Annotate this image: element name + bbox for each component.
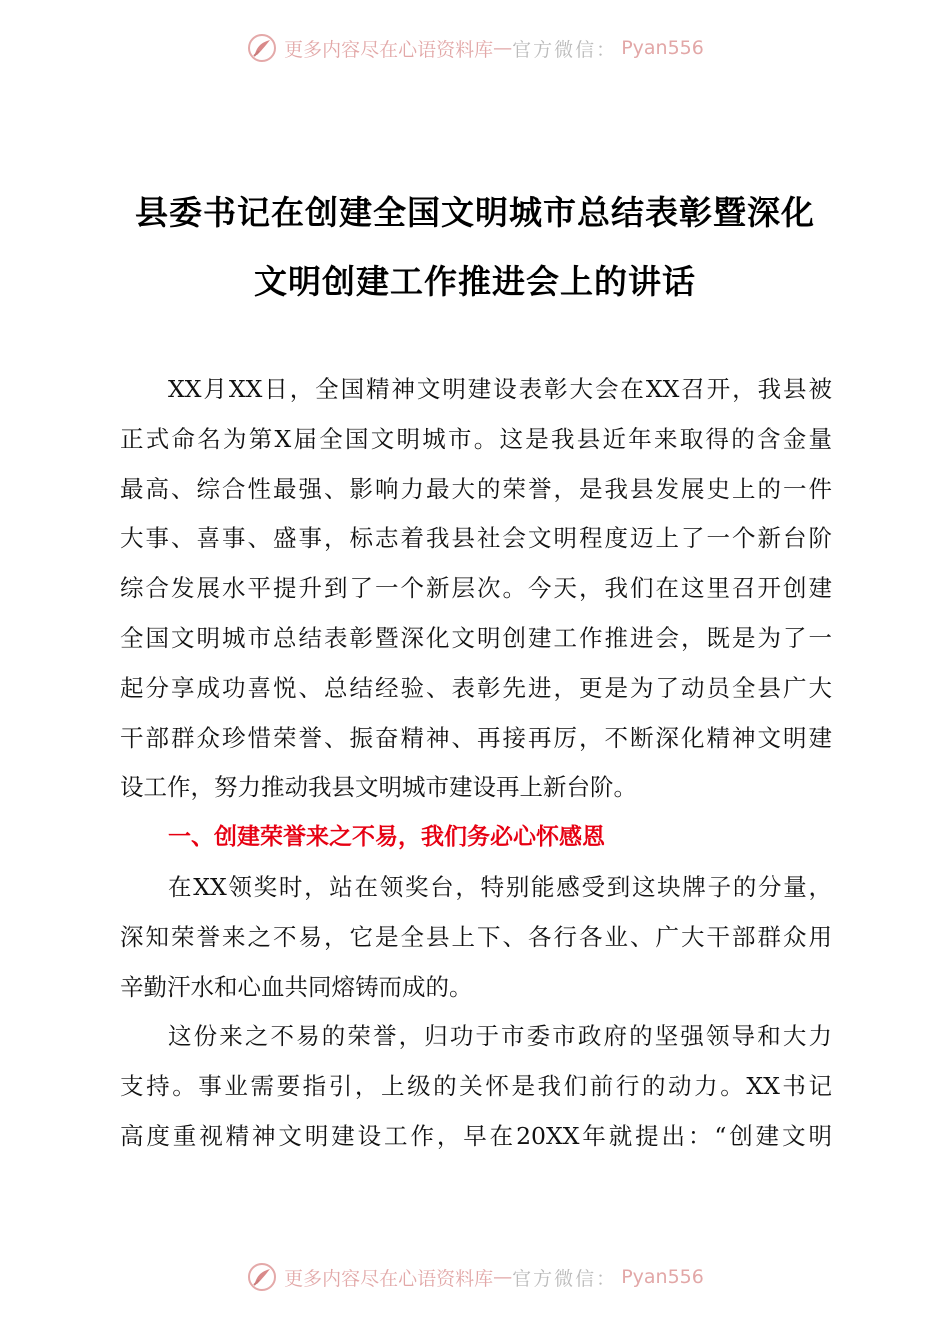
body-line: 干部群众珍惜荣誉、振奋精神、再接再厉，不断深化精神文明建	[120, 723, 832, 752]
body-line: 高度重视精神文明建设工作，早在20XX年就提出：“创建文明	[120, 1121, 832, 1150]
watermark-footer	[0, 1257, 950, 1297]
body-line: 综合发展水平提升到了一个新层次。今天，我们在这里召开创建	[120, 574, 832, 603]
body-line: XX月XX日，全国精神文明建设表彰大会在XX召开，我县被	[168, 375, 832, 403]
watermark-wechat-label: 官方微信：	[512, 1267, 618, 1290]
body-line: 支持。事业需要指引，上级的关怀是我们前行的动力。XX书记	[120, 1072, 832, 1101]
document-title-line-2: 文明创建工作推进会上的讲话	[254, 262, 696, 301]
body-line: 全国文明城市总结表彰暨深化文明创建工作推进会，既是为了一	[120, 623, 832, 652]
document-body	[120, 365, 832, 1162]
body-line: 大事、喜事、盛事，标志着我县社会文明程度迈上了一个新台阶	[120, 524, 832, 553]
watermark-wechat-id: Pyan556	[621, 1266, 704, 1288]
watermark-library-text: 更多内容尽在心语资料库	[284, 38, 494, 61]
body-line: 起分享成功喜悦、总结经验、表彰先进，更是为了动员全县广大	[120, 673, 832, 702]
body-line: 这份来之不易的荣誉，归功于市委市政府的坚强领导和大力	[168, 1022, 832, 1051]
body-line: 最高、综合性最强、影响力最大的荣誉，是我县发展史上的一件	[120, 474, 832, 503]
body-line: 在XX领奖时，站在领奖台，特别能感受到这块牌子的分量，	[168, 872, 832, 901]
library-logo-icon	[246, 32, 278, 64]
body-line: 深知荣誉来之不易，它是全县上下、各行各业、广大干部群众用	[120, 922, 832, 951]
body-line: 正式命名为第X届全国文明城市。这是我县近年来取得的含金量	[120, 424, 832, 453]
watermark-wechat-label: 官方微信：	[512, 38, 618, 61]
body-line: 设工作，努力推动我县文明城市建设再上新台阶。	[120, 773, 637, 802]
watermark-wechat-id: Pyan556	[621, 37, 704, 59]
watermark-dash: —	[493, 1266, 513, 1288]
body-line: 辛勤汗水和心血共同熔铸而成的。	[120, 972, 473, 1001]
watermark-library-text: 更多内容尽在心语资料库	[284, 1267, 494, 1290]
section-heading: 一、创建荣誉来之不易，我们务必心怀感恩	[168, 824, 605, 851]
watermark-dash: —	[493, 37, 513, 59]
watermark-header	[0, 28, 950, 68]
document-title-line-1: 县委书记在创建全国文明城市总结表彰暨深化	[135, 193, 815, 232]
library-logo-icon	[246, 1261, 278, 1293]
